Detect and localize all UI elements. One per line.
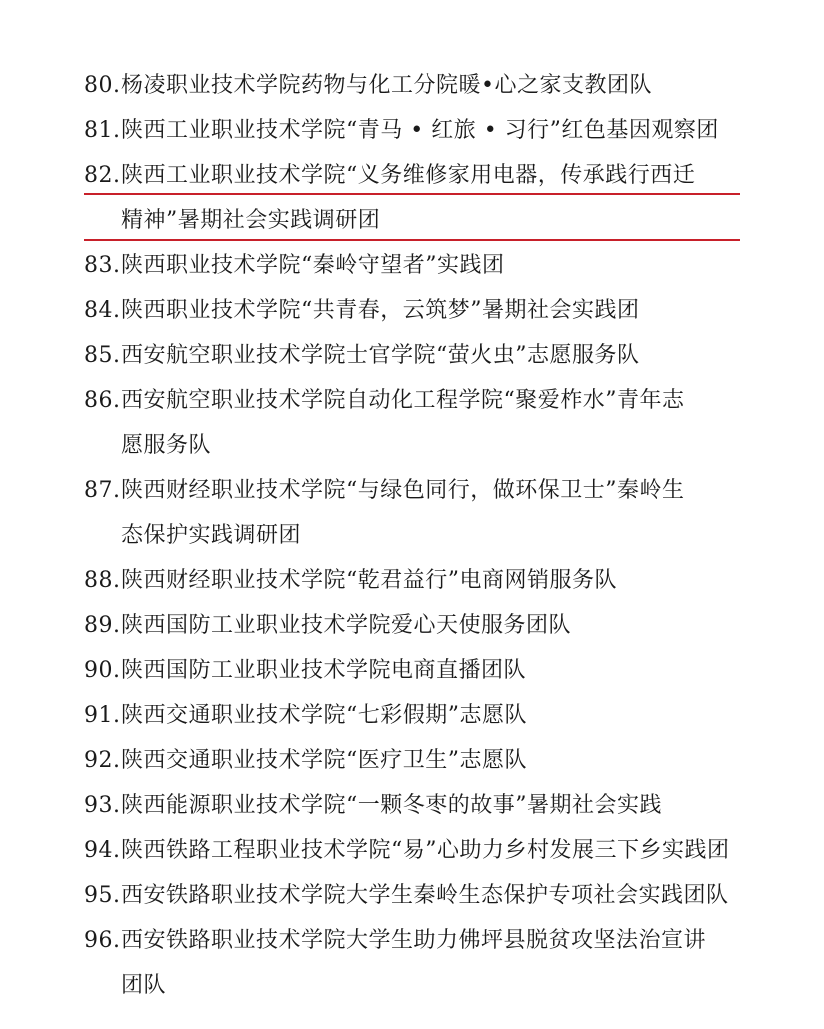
item-text [121, 558, 754, 603]
item-text-line: 精神”暑期社会实践调研团 [121, 208, 381, 233]
item-text-line: 愿服务队 [121, 433, 212, 458]
item-number: 89. [84, 613, 121, 638]
list-item [84, 558, 754, 603]
item-number: 94. [84, 838, 121, 863]
item-number: 95. [84, 883, 121, 908]
list-item [84, 468, 754, 558]
team-list [84, 63, 754, 1008]
item-text [121, 783, 754, 828]
item-number: 85. [84, 343, 121, 368]
item-text-line: 陕西职业技术学院“秦岭守望者”实践团 [121, 253, 505, 278]
list-item [84, 828, 754, 873]
item-text [121, 153, 754, 243]
list-item [84, 603, 754, 648]
list-item [84, 693, 754, 738]
item-number: 92. [84, 748, 121, 773]
item-number: 91. [84, 703, 121, 728]
list-item [84, 918, 754, 1008]
item-text [121, 63, 754, 108]
item-text-line: 西安铁路职业技术学院大学生秦岭生态保护专项社会实践团队 [121, 883, 729, 908]
item-number: 80. [84, 73, 121, 98]
item-text-line: 态保护实践调研团 [121, 523, 302, 548]
highlight-rule-bottom [84, 239, 740, 241]
item-text-line: 陕西能源职业技术学院“一颗冬枣的故事”暑期社会实践 [121, 793, 662, 818]
item-text-line: 杨凌职业技术学院药物与化工分院暖•心之家支教团队 [121, 73, 652, 98]
item-text-line: 陕西财经职业技术学院“与绿色同行，做环保卫士”秦岭生 [121, 478, 685, 503]
item-text-line: 陕西交通职业技术学院“七彩假期”志愿队 [121, 703, 527, 728]
item-text-line: 陕西财经职业技术学院“乾君益行”电商网销服务队 [121, 568, 617, 593]
item-text-line: 陕西交通职业技术学院“医疗卫生”志愿队 [121, 748, 527, 773]
list-item [84, 243, 754, 288]
list-item [84, 288, 754, 333]
item-number: 84. [84, 298, 121, 323]
list-item [84, 738, 754, 783]
item-text [121, 468, 754, 558]
item-number: 90. [84, 658, 121, 683]
item-text [121, 693, 754, 738]
item-number: 86. [84, 388, 121, 413]
item-text [121, 288, 754, 333]
item-text [121, 243, 754, 288]
item-number: 88. [84, 568, 121, 593]
list-item [84, 108, 754, 153]
item-text [121, 648, 754, 693]
item-text [121, 828, 754, 873]
item-number: 96. [84, 928, 121, 953]
item-text-line: 陕西铁路工程职业技术学院“易”心助力乡村发展三下乡实践团 [121, 838, 730, 863]
item-number: 81. [84, 118, 121, 143]
item-text [121, 378, 754, 468]
item-text-line: 西安航空职业技术学院士官学院“萤火虫”志愿服务队 [121, 343, 640, 368]
item-text [121, 873, 754, 918]
item-text-line: 陕西职业技术学院“共青春，云筑梦”暑期社会实践团 [121, 298, 640, 323]
item-number: 83. [84, 253, 121, 278]
list-item [84, 873, 754, 918]
list-item [84, 63, 754, 108]
item-text [121, 108, 754, 153]
item-text [121, 918, 754, 1008]
item-text-line: 西安铁路职业技术学院大学生助力佛坪县脱贫攻坚法治宣讲 [121, 928, 707, 953]
item-text-line: 团队 [121, 973, 167, 998]
item-text-line: 陕西国防工业职业技术学院电商直播团队 [121, 658, 527, 683]
list-item [84, 783, 754, 828]
item-text-line: 陕西工业职业技术学院“义务维修家用电器，传承践行西迁 [121, 163, 696, 188]
item-text-line: 陕西国防工业职业技术学院爱心天使服务团队 [121, 613, 572, 638]
highlight-rule-top [84, 193, 740, 195]
item-number: 87. [84, 478, 121, 503]
item-number: 93. [84, 793, 121, 818]
item-text [121, 603, 754, 648]
item-text-line: 陕西工业职业技术学院“青马 • 红旅 • 习行”红色基因观察团 [121, 118, 719, 143]
list-item-highlighted [84, 153, 754, 243]
item-text [121, 738, 754, 783]
item-text-line: 西安航空职业技术学院自动化工程学院“聚爱柞水”青年志 [121, 388, 685, 413]
list-item [84, 378, 754, 468]
item-text [121, 333, 754, 378]
list-item [84, 648, 754, 693]
item-number: 82. [84, 163, 121, 188]
list-item [84, 333, 754, 378]
